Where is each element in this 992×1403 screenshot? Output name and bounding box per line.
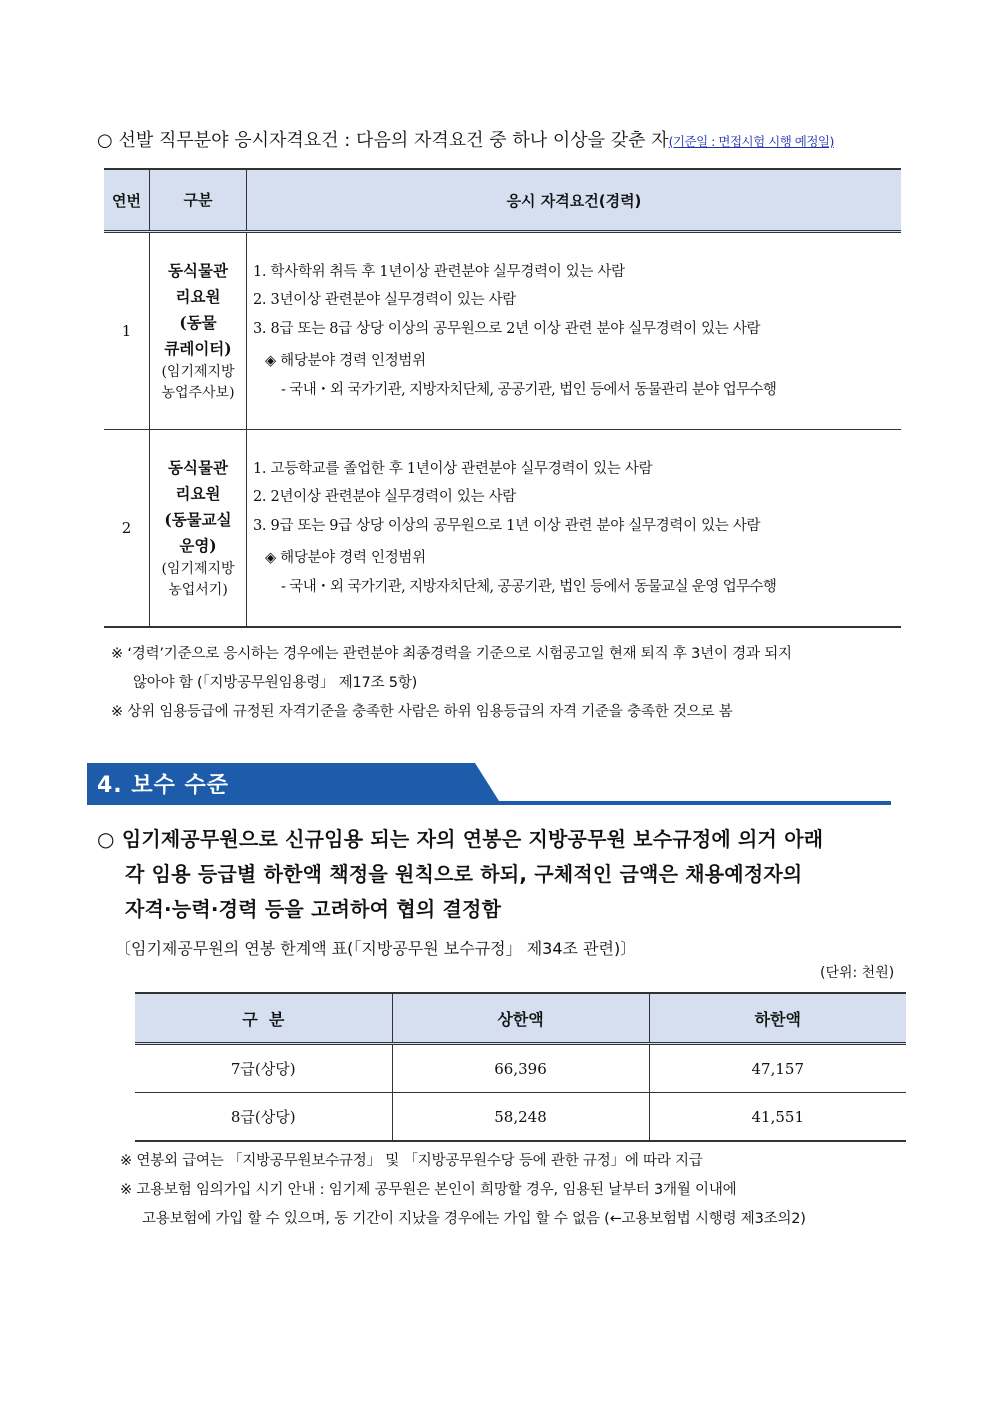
grade-cell: 8급(상당) xyxy=(135,1093,392,1142)
table-row xyxy=(104,430,901,627)
note-line: ※ ‘경력’기준으로 응시하는 경우에는 관련분야 최종경력을 기준으로 시험공고일 현재 퇴직 후 3년이 경과 되지 xyxy=(111,646,792,662)
section4-banner xyxy=(87,763,891,805)
career-scope-detail: - 국내・외 국가기관, 지방자치단체, 공공기관, 법인 등에서 동물관리 분야 업무수행 xyxy=(281,381,777,398)
note-line: 고용보험에 가입 할 수 있으며, 동 기간이 지났을 경우에는 가입 할 수 없음 (←고용보험법 시행령 제3조의2) xyxy=(142,1211,806,1227)
lower-amount-cell: 41,551 xyxy=(649,1093,906,1142)
col-header-lower: 하한액 xyxy=(649,993,906,1044)
position-name: 동식물관 리요원 (동물교실 운영) (임기제지방 농업서기) xyxy=(150,430,247,627)
requirement-item: 2. 2년이상 관련분야 실무경력이 있는 사람 xyxy=(253,489,517,505)
section4-title: 4. 보수 수준 xyxy=(97,773,229,798)
note-line: 않아야 함 (「지방공무원임용령」 제17조 5항) xyxy=(133,675,418,691)
requirement-item: 3. 9급 또는 9급 상당 이상의 공무원으로 1년 이상 관련 분야 실무경력이 있는 사람 xyxy=(253,517,761,534)
col-header-no: 연번 xyxy=(104,169,150,232)
col-header-category: 구 분 xyxy=(135,993,392,1044)
upper-amount-cell: 58,248 xyxy=(392,1093,649,1142)
requirement-item: 1. 학사학위 취득 후 1년이상 관련분야 실무경력이 있는 사람 xyxy=(253,263,625,280)
requirements-cell xyxy=(247,232,902,430)
salary-table xyxy=(135,992,906,1142)
table-row xyxy=(135,1044,906,1093)
requirement-item: 3. 8급 또는 8급 상당 이상의 공무원으로 2년 이상 관련 분야 실무경력이 있는 사람 xyxy=(253,320,761,337)
requirements-cell xyxy=(247,430,902,627)
upper-amount-cell: 66,396 xyxy=(392,1044,649,1093)
qualification-notes xyxy=(111,640,911,727)
paragraph-line: 자격·능력·경력 등을 고려하여 협의 결정함 xyxy=(125,897,502,921)
requirement-item: 2. 3년이상 관련분야 실무경력이 있는 사람 xyxy=(253,292,517,309)
note-line: ※ 고용보험 임의가입 시기 안내 : 임기제 공무원은 본인이 희망할 경우, 임용된 날부터 3개월 이내에 xyxy=(120,1182,737,1198)
section1-heading-text: 선발 직무분야 응시자격요건 : 다음의 자격요건 중 하나 이상을 갖춘 자 xyxy=(118,130,669,151)
career-scope-title: ◈ 해당분야 경력 인정범위 xyxy=(265,550,426,566)
bullet-icon: ○ xyxy=(97,130,113,151)
note-line: ※ 연봉외 급여는 「지방공무원보수규정」 및 「지방공무원수당 등에 관한 규정」에 따라 지급 xyxy=(120,1153,703,1169)
salary-table-caption: 〔임기제공무원의 연봉 한계액 표(「지방공무원 보수규정」 제34조 관련)〕 xyxy=(115,939,637,958)
row-number: 1 xyxy=(104,232,150,430)
paragraph-line: ○ 임기제공무원으로 신규임용 되는 자의 연봉은 지방공무원 보수규정에 의거 아래 xyxy=(97,827,824,851)
col-header-upper: 상한액 xyxy=(392,993,649,1044)
grade-cell: 7급(상당) xyxy=(135,1044,392,1093)
col-header-category: 구분 xyxy=(150,169,247,232)
paragraph-line: 각 임용 등급별 하한액 책정을 원칙으로 하되, 구체적인 금액은 채용예정자의 xyxy=(125,862,803,886)
table-row xyxy=(135,1093,906,1142)
qualification-table xyxy=(104,168,901,628)
career-scope-title: ◈ 해당분야 경력 인정범위 xyxy=(265,353,426,370)
banner-underline xyxy=(87,801,891,805)
reference-date-note: (기준일 : 면접시험 시행 예정일) xyxy=(668,134,834,149)
lower-amount-cell: 47,157 xyxy=(649,1044,906,1093)
salary-notes xyxy=(120,1147,920,1234)
salary-policy-paragraph xyxy=(97,822,917,927)
section1-heading xyxy=(97,126,834,152)
note-line: ※ 상위 임용등급에 규정된 자격기준을 충족한 사람은 하위 임용등급의 자격 기준을 충족한 것으로 봄 xyxy=(111,704,733,720)
row-number: 2 xyxy=(104,430,150,627)
salary-header-row xyxy=(135,993,906,1044)
career-scope-detail: - 국내・외 국가기관, 지방자치단체, 공공기관, 법인 등에서 동물교실 운영 업무수행 xyxy=(281,578,777,595)
qual-header-row xyxy=(104,169,901,232)
col-header-requirements: 응시 자격요건(경력) xyxy=(247,169,902,232)
requirement-item: 1. 고등학교를 졸업한 후 1년이상 관련분야 실무경력이 있는 사람 xyxy=(253,460,653,477)
unit-label: (단위: 천원) xyxy=(820,965,895,981)
table-row xyxy=(104,232,901,430)
position-name: 동식물관 리요원 (동물 큐레이터) (임기제지방 농업주사보) xyxy=(150,232,247,430)
